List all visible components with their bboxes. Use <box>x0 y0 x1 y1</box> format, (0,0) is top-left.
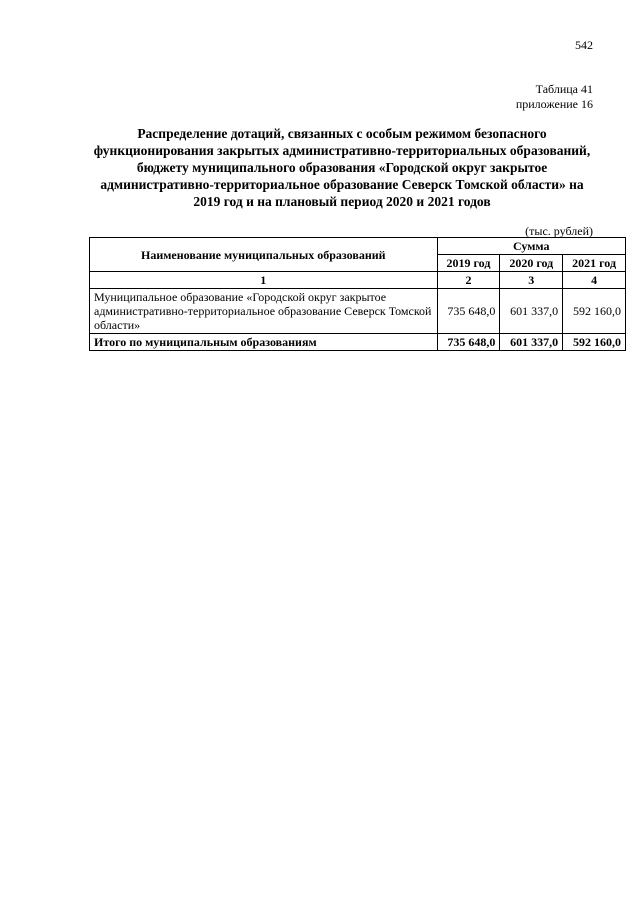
column-number: 3 <box>500 272 563 289</box>
total-row <box>90 334 626 351</box>
column-number: 2 <box>437 272 500 289</box>
column-number: 4 <box>563 272 626 289</box>
units-label: (тыс. рублей) <box>525 224 593 238</box>
header-year-2019: 2019 год <box>437 255 500 272</box>
row-value-2021: 592 160,0 <box>563 289 626 334</box>
table-label-appendix: приложение 16 <box>515 97 593 111</box>
header-year-2020: 2020 год <box>500 255 563 272</box>
row-value-2019: 735 648,0 <box>437 289 500 334</box>
table-row <box>90 289 626 334</box>
total-label: Итого по муниципальным образованиям <box>90 334 438 351</box>
distribution-table <box>89 237 626 351</box>
row-municipality-name: Муниципальное образование «Городской округ закрытое административно-территориальное образование Северск Томской области» <box>90 289 438 334</box>
header-sum: Сумма <box>437 238 625 255</box>
table-header-row <box>90 238 626 255</box>
total-value-2020: 601 337,0 <box>500 334 563 351</box>
total-value-2019: 735 648,0 <box>437 334 500 351</box>
page-number: 542 <box>575 38 593 52</box>
column-number: 1 <box>90 272 438 289</box>
table-label-number: Таблица 41 <box>535 82 593 96</box>
row-value-2020: 601 337,0 <box>500 289 563 334</box>
table-label <box>516 82 593 112</box>
header-name: Наименование муниципальных образований <box>90 238 438 272</box>
document-title: Распределение дотаций, связанных с особым режимом безопасного функционирования закрытых административно-территориальных образований, бюджету муниципального образования «Городской округ закрытое административно-территориальное образование Северск Томской области» на 2019 год и на плановый период 2020 и 2021 годов <box>93 126 591 209</box>
total-value-2021: 592 160,0 <box>563 334 626 351</box>
header-year-2021: 2021 год <box>563 255 626 272</box>
column-numbers-row <box>90 272 626 289</box>
